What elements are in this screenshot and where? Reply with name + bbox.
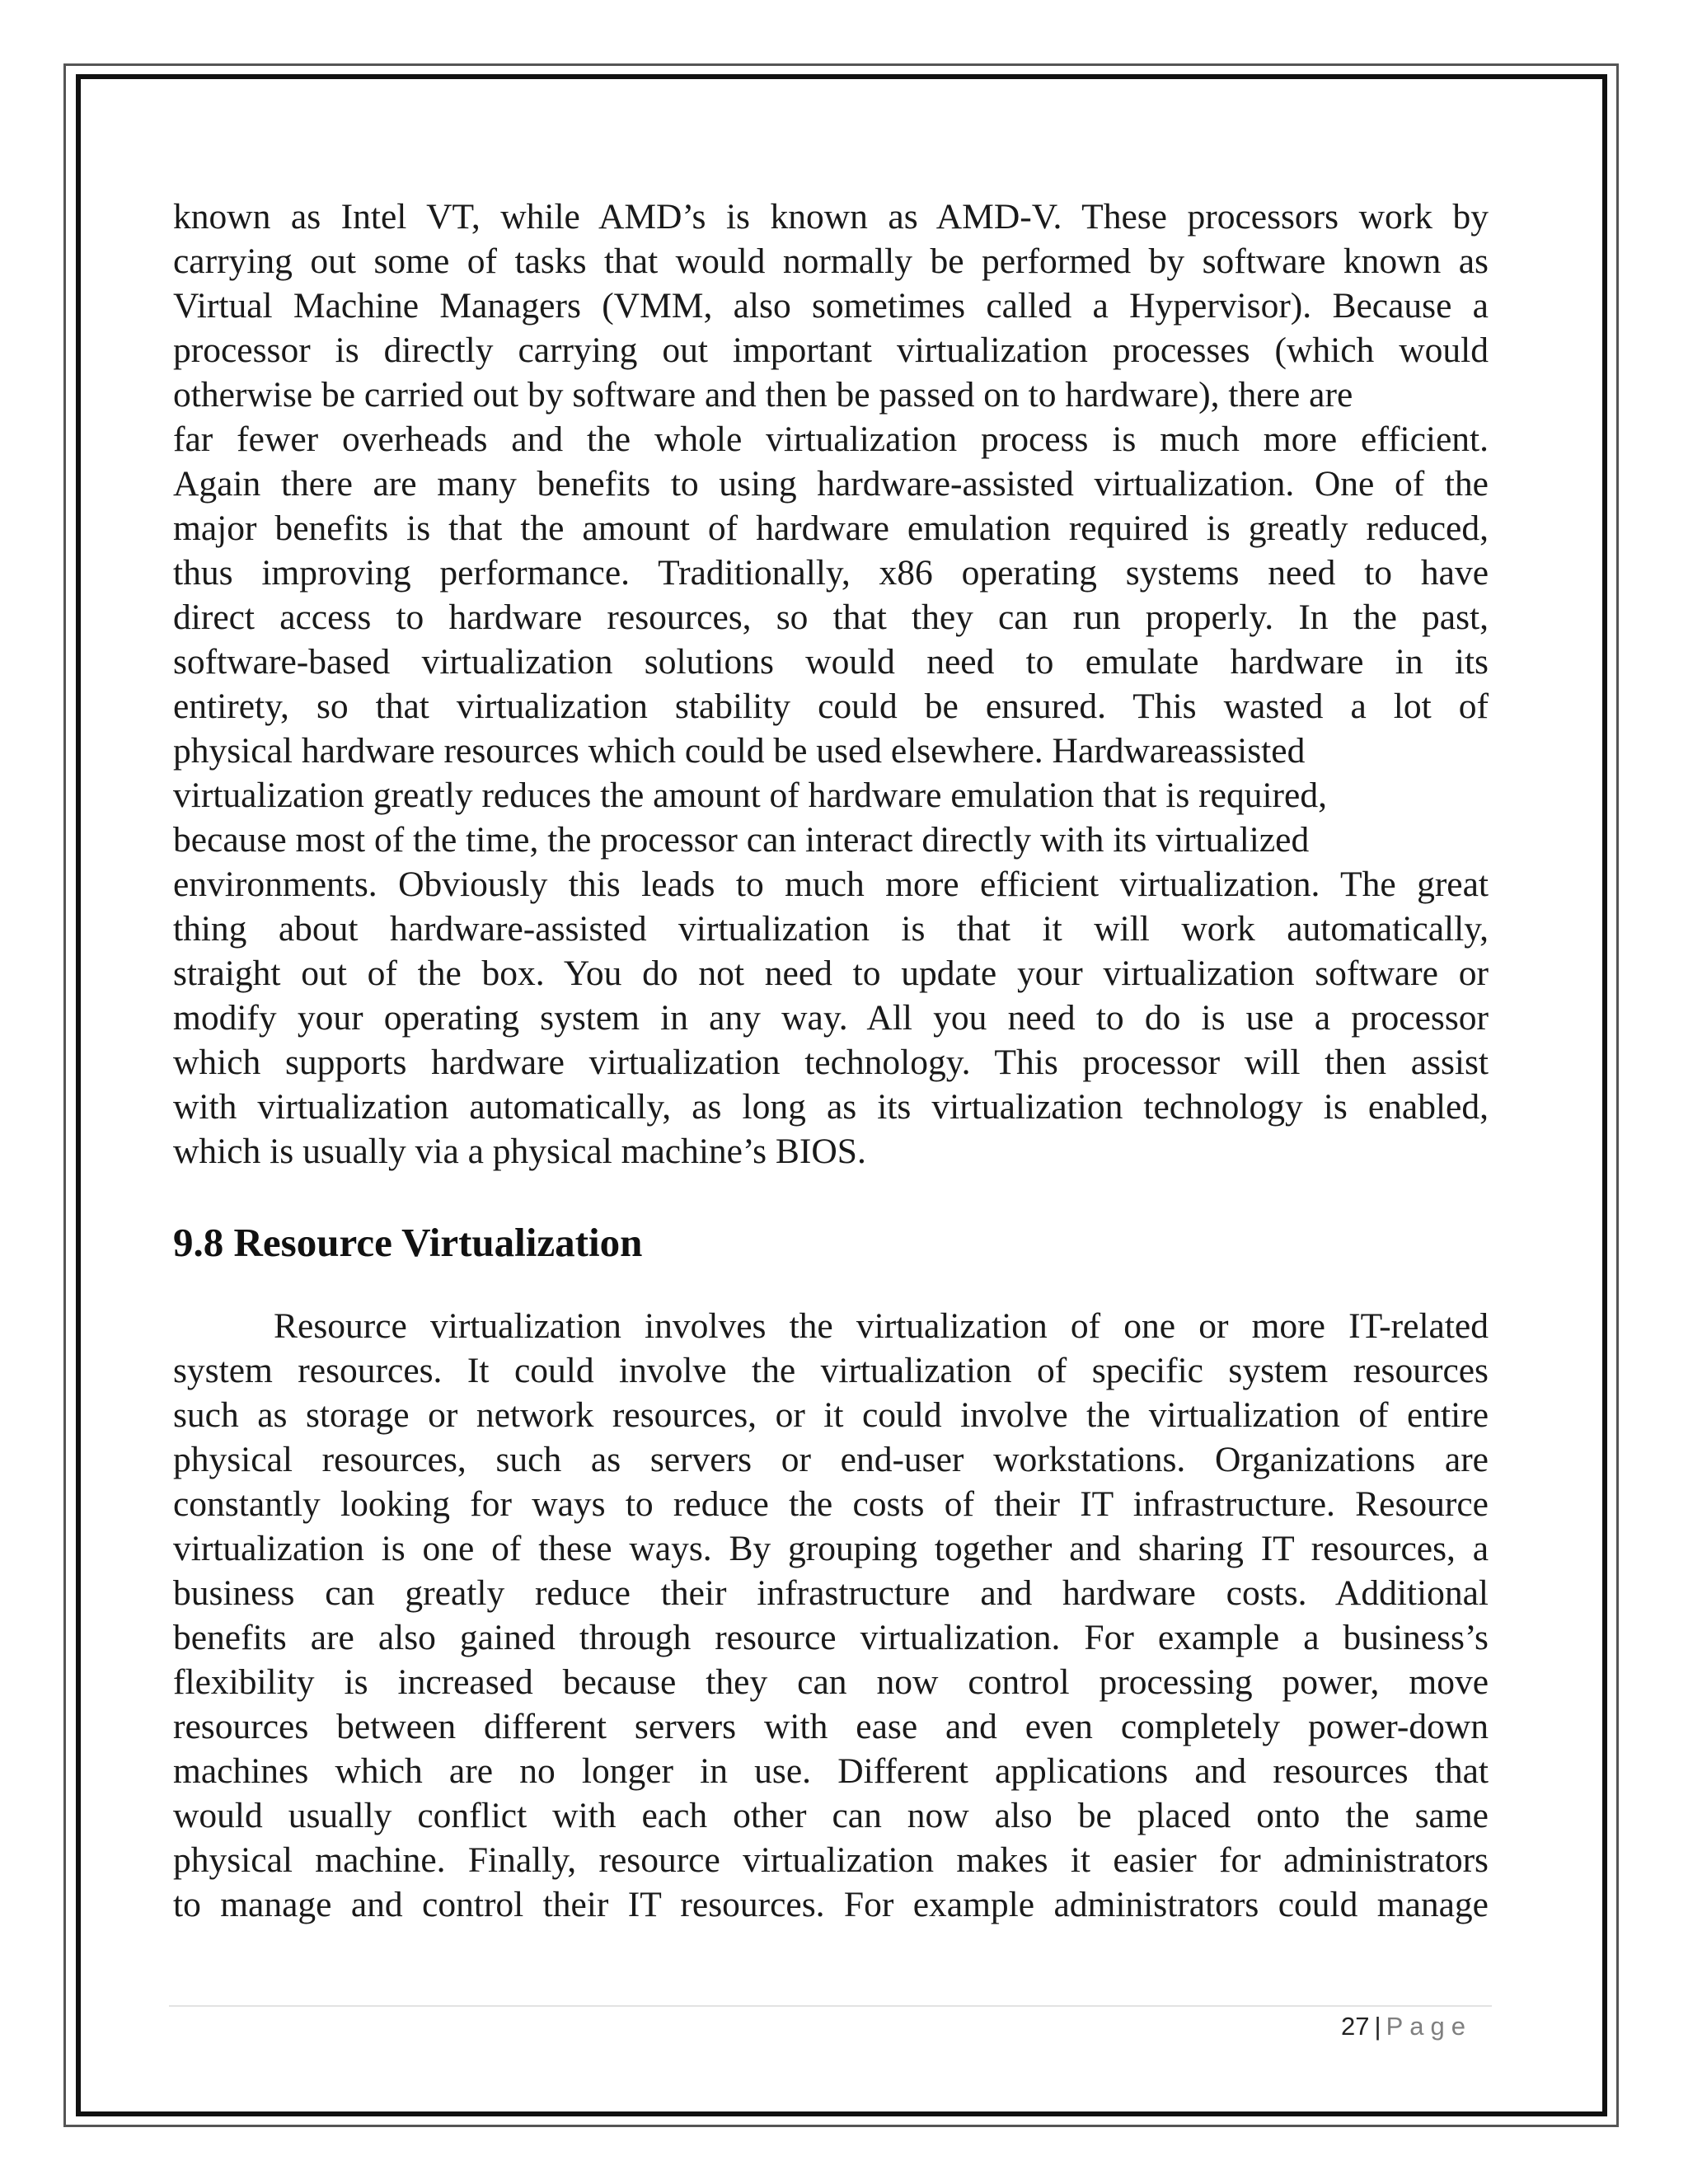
paragraph-line: resources between different servers with ease and even completely power-down — [173, 1707, 1489, 1746]
paragraph-line: physical hardware resources which could be used elsewhere. Hardwareassisted — [173, 731, 1306, 771]
paragraph-line: major benefits is that the amount of hardware emulation required is greatly reduced, — [173, 509, 1489, 548]
paragraph-line: Resource virtualization involves the virtualization of one or more IT-related — [274, 1306, 1489, 1346]
paragraph-line: which is usually via a physical machine’s BIOS. — [173, 1132, 866, 1171]
paragraph-line: virtualization greatly reduces the amount of hardware emulation that is required, — [173, 776, 1327, 815]
paragraph-2 — [173, 1304, 1489, 1927]
paragraph-line: direct access to hardware resources, so that they can run properly. In the past, — [173, 598, 1489, 637]
page-content — [173, 194, 1489, 1927]
page-footer — [1341, 2012, 1472, 2041]
paragraph-line: thing about hardware-assisted virtualization is that it will work automatically, — [173, 909, 1489, 949]
paragraph-line: straight out of the box. You do not need to update your virtualization software or — [173, 954, 1489, 993]
paragraph-line: machines which are no longer in use. Different applications and resources that — [173, 1751, 1489, 1791]
paragraph-line: Again there are many benefits to using hardware-assisted virtualization. One of the — [173, 464, 1489, 504]
footer-divider — [169, 2005, 1492, 2007]
paragraph-line: Virtual Machine Managers (VMM, also sometimes called a Hypervisor). Because a — [173, 286, 1489, 326]
page-number: 27 — [1341, 2012, 1370, 2041]
footer-separator: | — [1374, 2012, 1381, 2041]
paragraph-line: would usually conflict with each other can now also be placed onto the same — [173, 1796, 1489, 1835]
paragraph-line: virtualization is one of these ways. By grouping together and sharing IT resources, a — [173, 1529, 1489, 1568]
paragraph-line: far fewer overheads and the whole virtualization process is much more efficient. — [173, 419, 1489, 459]
paragraph-line: constantly looking for ways to reduce the costs of their IT infrastructure. Resource — [173, 1484, 1489, 1524]
paragraph-line: which supports hardware virtualization technology. This processor will then assist — [173, 1043, 1489, 1082]
paragraph-line: to manage and control their IT resources. For example administrators could manage — [173, 1885, 1489, 1924]
paragraph-line: business can greatly reduce their infrastructure and hardware costs. Additional — [173, 1573, 1489, 1613]
paragraph-line: processor is directly carrying out important virtualization processes (which would — [173, 330, 1489, 370]
section-heading: 9.8 Resource Virtualization — [173, 1220, 643, 1265]
paragraph-line: software-based virtualization solutions would need to emulate hardware in its — [173, 642, 1489, 682]
page-label: Page — [1386, 2012, 1472, 2041]
paragraph-line: modify your operating system in any way. All you need to do is use a processor — [173, 998, 1489, 1038]
paragraph-line: environments. Obviously this leads to much more efficient virtualization. The great — [173, 865, 1489, 904]
paragraph-line: known as Intel VT, while AMD’s is known as AMD-V. These processors work by — [173, 197, 1489, 237]
paragraph-line: flexibility is increased because they can now control processing power, move — [173, 1662, 1489, 1702]
paragraph-line: otherwise be carried out by software and then be passed on to hardware), there are — [173, 375, 1353, 415]
paragraph-line: with virtualization automatically, as long as its virtualization technology is enabled, — [173, 1087, 1489, 1127]
paragraph-line: physical machine. Finally, resource virtualization makes it easier for administrators — [173, 1840, 1489, 1880]
paragraph-line: such as storage or network resources, or it could involve the virtualization of entire — [173, 1395, 1489, 1435]
paragraph-line: because most of the time, the processor can interact directly with its virtualized — [173, 820, 1310, 860]
paragraph-line: thus improving performance. Traditionally, x86 operating systems need to have — [173, 553, 1489, 593]
paragraph-line: entirety, so that virtualization stability could be ensured. This wasted a lot of — [173, 687, 1489, 726]
paragraph-line: carrying out some of tasks that would normally be performed by software known as — [173, 241, 1489, 281]
paragraph-line: system resources. It could involve the virtualization of specific system resources — [173, 1351, 1489, 1390]
paragraph-line: physical resources, such as servers or end-user workstations. Organizations are — [173, 1440, 1489, 1479]
paragraph-1 — [173, 194, 1489, 1174]
paragraph-line: benefits are also gained through resource virtualization. For example a business’s — [173, 1618, 1489, 1657]
